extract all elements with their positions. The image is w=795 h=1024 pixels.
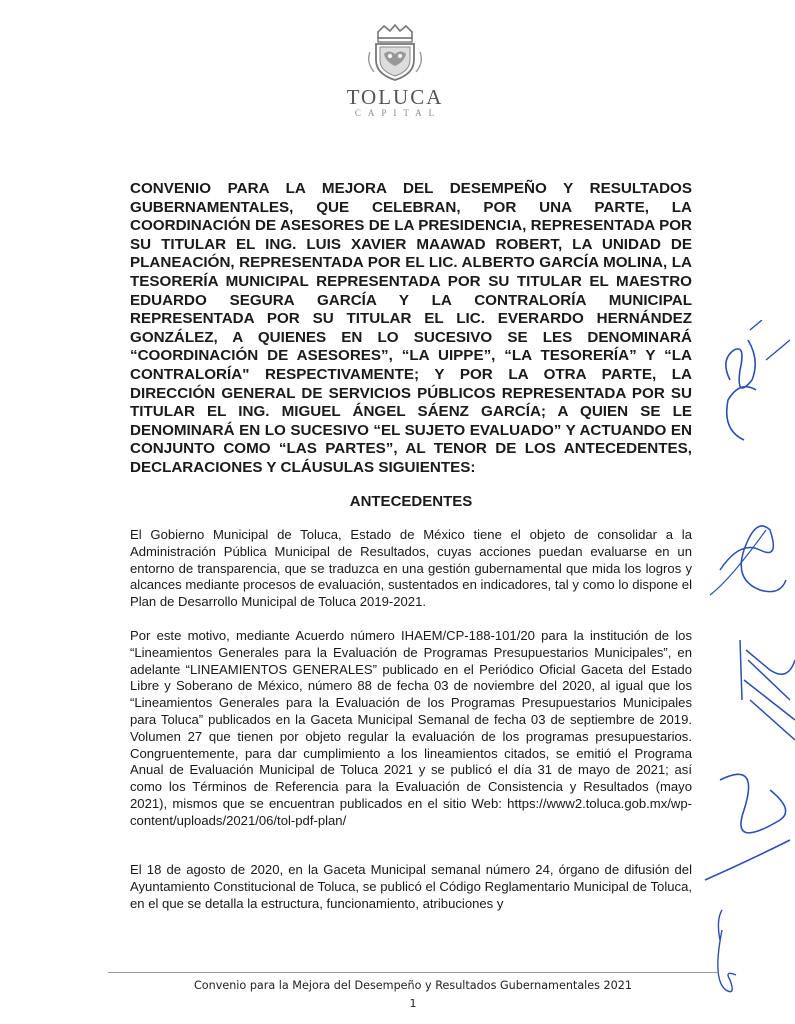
logo-subtitle: CAPITAL	[354, 108, 442, 118]
section-heading: ANTECEDENTES	[349, 493, 473, 510]
footer-divider	[108, 972, 718, 973]
coat-of-arms-icon	[364, 22, 426, 84]
logo-name: TOLUCA	[346, 85, 444, 109]
toluca-logo	[330, 22, 460, 118]
paragraph: El Gobierno Municipal de Toluca, Estado de México tiene el objeto de consolidar a la Administración Pública Municipal de Resultados, cuyas acciones puedan evaluarse en un entorno de transparencia, que se traduzca en una gestión gubernamental que mida los logros y alcances mediante procesos de evaluación, sustentados en indicadores, tal y como lo dispone el Plan de Desarrollo Municipal de Toluca 2019-2021.	[130, 527, 692, 610]
document-title: CONVENIO PARA LA MEJORA DEL DESEMPEÑO Y RESULTADOS GUBERNAMENTALES, QUE CELEBRAN, POR UNA PARTE, LA COORDINACIÓN DE ASESORES DE LA PRESIDENCIA, REPRESENTADA POR SU TITULAR EL ING. LUIS XAVIER MAAWAD ROBERT, LA UNIDAD DE PLANEACIÓN, REPRESENTADA POR EL LIC. ALBERTO GARCÍA MOLINA, LA TESORERÍA MUNICIPAL REPRESENTADA POR SU TITULAR EL MAESTRO EDUARDO SEGURA GARCÍA Y LA CONTRALORÍA MUNICIPAL REPRESENTADA POR SU TITULAR EL LIC. EVERARDO HERNÁNDEZ GONZÁLEZ, A QUIENES EN LO SUCESIVO SE LES DENOMINARÁ “COORDINACIÓN DE ASESORES”, “LA UIPPE”, “LA TESORERÍA” Y “LA CONTRALORÍA" RESPECTIVAMENTE; Y POR LA OTRA PARTE, LA DIRECCIÓN GENERAL DE SERVICIOS PÚBLICOS REPRESENTADA POR SU TITULAR EL ING. MIGUEL ÁNGEL SÁENZ GARCÍA; A QUIEN SE LE DENOMINARÁ EN LO SUCESIVO “EL SUJETO EVALUADO” Y ACTUANDO EN CONJUNTO COMO “LAS PARTES”, AL TENOR DE LOS ANTECEDENTES, DECLARACIONES Y CLÁUSULAS SIGUIENTES:	[130, 180, 692, 476]
paragraph: Por este motivo, mediante Acuerdo número IHAEM/CP-188-101/20 para la institución de los “Lineamientos Generales para la Evaluación de Programas Presupuestarios Municipales”, en adelante “LINEAMIENTOS GENERALES” publicado en el Periódico Oficial Gaceta del Estado Libre y Soberano de México, número 88 de fecha 03 de noviembre del 2020, al igual que los “Lineamientos Generales para la Evaluación de los Programas Presupuestarios Municipales para Toluca” publicados en la Gaceta Municipal Semanal de fecha 03 de septiembre de 2019. Volumen 27 que tienen por objeto regular la evaluación de los programas presupuestarios. Congruentemente, para dar cumplimiento a los lineamientos citados, se emitió el Programa Anual de Evaluación Municipal de Toluca 2021 y se publicó el día 31 de mayo de 2021; así como los Términos de Referencia para la Evaluación de Consistencia y Resultados (mayo 2021), mismos que se encuentran publicados en el sitio Web: https://www2.toluca.gob.mx/wp-content/uploads/2021/06/tol-pdf-plan/	[130, 628, 692, 828]
page-number: 1	[409, 997, 417, 1010]
footer-text: Convenio para la Mejora del Desempeño y Resultados Gubernamentales 2021	[193, 979, 633, 992]
paragraph: El 18 de agosto de 2020, en la Gaceta Municipal semanal número 24, órgano de difusión del Ayuntamiento Constitucional de Toluca, se publicó el Código Reglamentario Municipal de Toluca, en el que se detalla la estructura, funcionamiento, atribuciones y	[130, 862, 692, 911]
handwritten-signatures	[700, 320, 795, 1020]
